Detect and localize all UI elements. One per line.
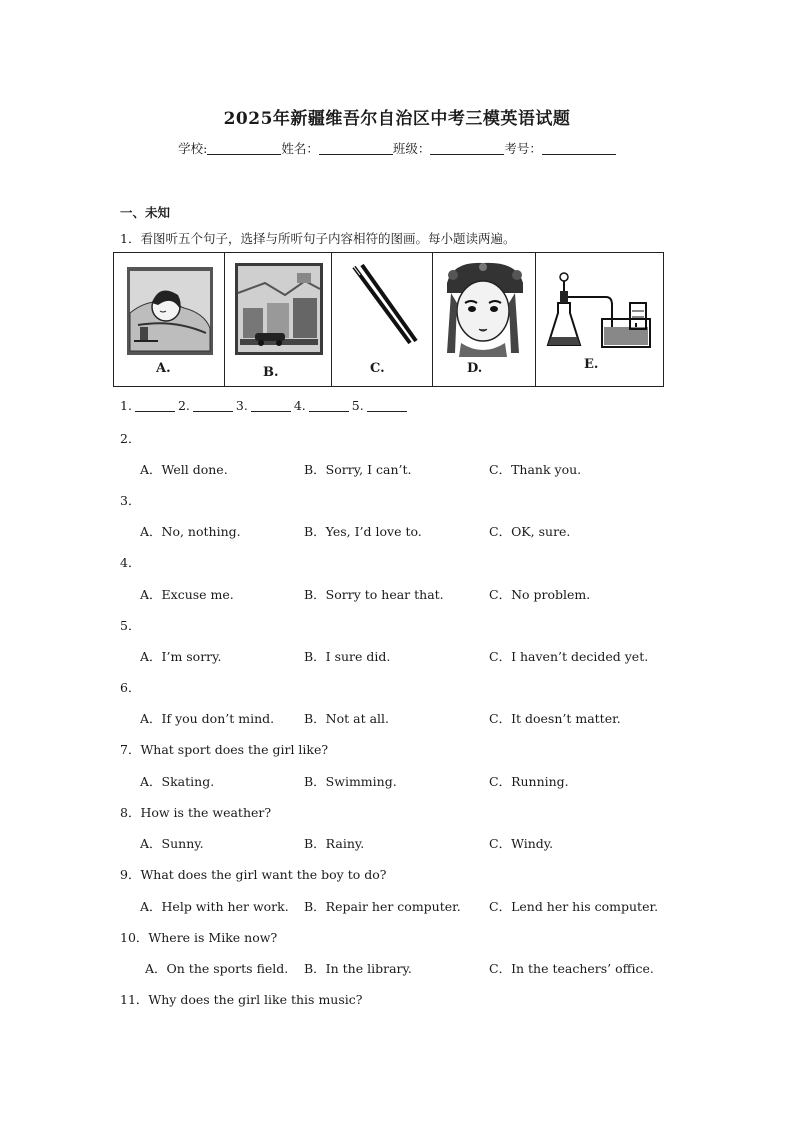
question-number: 6．: [120, 680, 141, 695]
question-10: [120, 928, 277, 946]
picture-label-d: D.: [467, 361, 483, 376]
question-number: 2．: [120, 431, 141, 446]
question-2-option-b[interactable]: B．Sorry, I can’t.: [304, 462, 412, 477]
answer-number-2: 2.: [177, 398, 190, 413]
question-8-option-a[interactable]: A．Sunny.: [140, 836, 204, 851]
question-number: 5．: [120, 618, 141, 633]
question-8: [120, 803, 271, 821]
class-label: 班级：: [392, 141, 431, 156]
question-10-option-b[interactable]: B．In the library.: [304, 961, 412, 976]
question-number: 7．: [120, 742, 141, 757]
question-5-option-b[interactable]: B．I sure did.: [304, 649, 391, 664]
question-7-option-b[interactable]: B．Swimming.: [304, 774, 397, 789]
question-stem: How is the weather?: [140, 805, 272, 820]
name-label: 姓名：: [281, 141, 319, 156]
question-4: [120, 553, 140, 571]
picture-label-e: E.: [584, 357, 599, 372]
name-blank[interactable]: [319, 141, 393, 155]
answer-number-1: 1.: [120, 398, 132, 413]
answer-blank-3[interactable]: [251, 399, 291, 412]
picture-label-c: C.: [370, 361, 385, 376]
question-9: [120, 865, 386, 883]
question-7-option-a[interactable]: A．Skating.: [140, 774, 215, 789]
picture-table: [113, 252, 664, 387]
lab-equipment-picture: [536, 253, 663, 386]
opera-character-picture: [433, 253, 536, 386]
question-3: [120, 491, 140, 509]
question-9-option-a[interactable]: A．Help with her work.: [140, 899, 289, 914]
answer-number-5: 5.: [351, 398, 364, 413]
question-stem: What does the girl want the boy to do?: [140, 867, 387, 882]
picture-label-a: A.: [156, 361, 171, 376]
answer-number-3: 3.: [235, 398, 248, 413]
class-blank[interactable]: [430, 141, 504, 155]
page-title: 2025年新疆维吾尔自治区中考三模英语试题: [223, 109, 571, 129]
question-10-option-c[interactable]: C．In the teachers’ office.: [489, 961, 654, 976]
question-11: [120, 990, 362, 1008]
question-number: 11．: [120, 992, 149, 1007]
question-1-intro: 1．看图听五个句子，选择与所听句子内容相符的图画。每小题读两遍。: [120, 231, 516, 246]
question-2-option-c[interactable]: C．Thank you.: [489, 462, 582, 477]
question-9-option-b[interactable]: B．Repair her computer.: [304, 899, 461, 914]
student-info-line: [0, 139, 794, 157]
question-6-option-a[interactable]: A．If you don’t mind.: [140, 711, 275, 726]
question-8-option-c[interactable]: C．Windy.: [489, 836, 554, 851]
question-stem: What sport does the girl like?: [140, 742, 329, 757]
question-5-option-c[interactable]: C．I haven’t decided yet.: [489, 649, 649, 664]
question-5-option-a[interactable]: A．I’m sorry.: [140, 649, 222, 664]
question-10-option-a[interactable]: A．On the sports field.: [145, 961, 289, 976]
question-4-option-a[interactable]: A．Excuse me.: [140, 587, 234, 602]
picture-label-b: B.: [263, 365, 279, 380]
question-3-option-b[interactable]: B．Yes, I’d love to.: [304, 524, 422, 539]
question-3-option-a[interactable]: A．No, nothing.: [140, 524, 241, 539]
question-2-option-a[interactable]: A．Well done.: [140, 462, 228, 477]
question-4-option-c[interactable]: C．No problem.: [489, 587, 591, 602]
school-label: 学校:: [178, 141, 208, 156]
picture-cell-b: [225, 253, 332, 386]
question-7-option-c[interactable]: C．Running.: [489, 774, 569, 789]
picture-cell-a: [114, 253, 225, 386]
question-2: [120, 429, 140, 447]
answer-number-4: 4.: [293, 398, 306, 413]
picture-cell-e: [536, 253, 663, 386]
question-8-option-b[interactable]: B．Rainy.: [304, 836, 365, 851]
question-6-option-c[interactable]: C．It doesn’t matter.: [489, 711, 621, 726]
question-1-answers: [120, 398, 410, 413]
question-3-option-c[interactable]: C．OK, sure.: [489, 524, 571, 539]
question-6-option-b[interactable]: B．Not at all.: [304, 711, 390, 726]
exam-no-label: 考号：: [504, 141, 542, 156]
question-4-option-b[interactable]: B．Sorry to hear that.: [304, 587, 444, 602]
picture-cell-c: [332, 253, 433, 386]
answer-blank-1[interactable]: [135, 399, 175, 412]
answer-blank-2[interactable]: [193, 399, 233, 412]
question-7: [120, 740, 328, 758]
question-number: 8．: [120, 805, 141, 820]
question-stem: Where is Mike now?: [148, 930, 278, 945]
question-5: [120, 616, 140, 634]
answer-blank-4[interactable]: [309, 399, 349, 412]
school-blank[interactable]: [207, 141, 281, 155]
question-number: 10．: [120, 930, 149, 945]
question-number: 9．: [120, 867, 141, 882]
section-heading: 一、未知: [120, 205, 171, 220]
question-number: 4．: [120, 555, 141, 570]
answer-blank-5[interactable]: [367, 399, 407, 412]
exam-no-blank[interactable]: [542, 141, 616, 155]
picture-cell-d: [433, 253, 536, 386]
question-9-option-c[interactable]: C．Lend her his computer.: [489, 899, 659, 914]
question-stem: Why does the girl like this music?: [148, 992, 363, 1007]
question-number: 3．: [120, 493, 141, 508]
question-6: [120, 678, 140, 696]
